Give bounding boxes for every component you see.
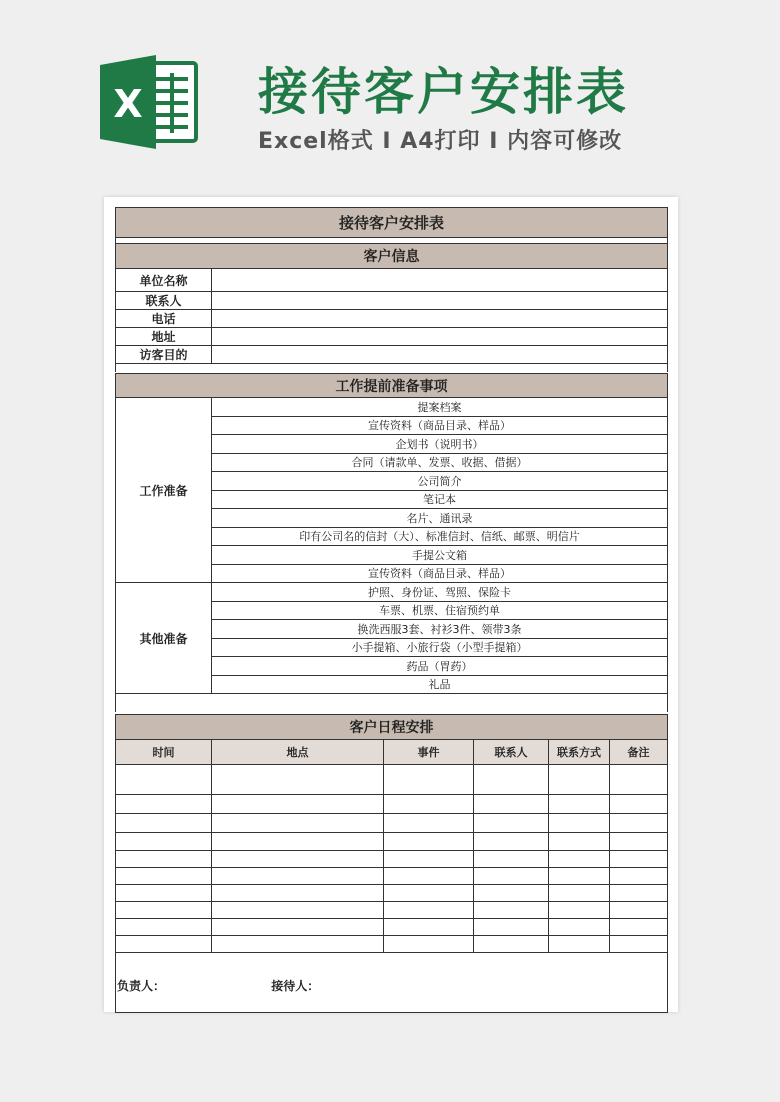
schedule-cell[interactable] <box>212 833 384 851</box>
banner-subtitle: Excel格式 I A4打印 I 内容可修改 <box>258 129 623 154</box>
schedule-cell[interactable] <box>384 902 474 919</box>
schedule-cell[interactable] <box>384 919 474 936</box>
schedule-cell[interactable] <box>549 902 610 919</box>
schedule-cell[interactable] <box>474 765 549 795</box>
banner-title: 接待客户安排表 <box>258 63 629 121</box>
schedule-row <box>116 833 668 851</box>
schedule-cell[interactable] <box>116 814 212 833</box>
schedule-cell[interactable] <box>549 814 610 833</box>
logo-letter: X <box>113 82 143 126</box>
schedule-cell[interactable] <box>610 902 668 919</box>
field-value-cell[interactable] <box>212 310 668 328</box>
work-item[interactable]: 名片、通讯录 <box>212 509 668 528</box>
schedule-cell[interactable] <box>116 851 212 868</box>
schedule-cell[interactable] <box>212 919 384 936</box>
schedule-cell[interactable] <box>116 765 212 795</box>
schedule-cell[interactable] <box>116 833 212 851</box>
schedule-cell[interactable] <box>212 795 384 814</box>
schedule-cell[interactable] <box>610 833 668 851</box>
schedule-cell[interactable] <box>610 795 668 814</box>
field-value-cell[interactable] <box>212 292 668 310</box>
spreadsheet-page <box>104 197 678 1012</box>
schedule-cell[interactable] <box>610 868 668 885</box>
field-label: 联系人 <box>116 292 212 310</box>
work-item[interactable]: 宣传资料（商品目录、样品） <box>212 564 668 583</box>
schedule-cell[interactable] <box>610 814 668 833</box>
schedule-cell[interactable] <box>474 833 549 851</box>
schedule-cell[interactable] <box>116 795 212 814</box>
other-prep-label: 其他准备 <box>116 583 212 694</box>
schedule-table <box>115 714 668 1013</box>
schedule-cell[interactable] <box>474 936 549 953</box>
schedule-row <box>116 814 668 833</box>
schedule-cell[interactable] <box>549 919 610 936</box>
schedule-cell[interactable] <box>116 936 212 953</box>
schedule-row <box>116 936 668 953</box>
schedule-cell[interactable] <box>384 936 474 953</box>
schedule-cell[interactable] <box>212 868 384 885</box>
schedule-section-title: 客户日程安排 <box>116 715 668 740</box>
field-label: 电话 <box>116 310 212 328</box>
schedule-cell[interactable] <box>474 902 549 919</box>
schedule-cell[interactable] <box>549 795 610 814</box>
work-item[interactable]: 手提公文箱 <box>212 546 668 565</box>
schedule-cell[interactable] <box>610 851 668 868</box>
other-item[interactable]: 车票、机票、住宿预约单 <box>212 601 668 620</box>
column-header-contact: 联系人 <box>474 740 549 765</box>
receiver-label: 接待人： <box>271 979 320 993</box>
schedule-row <box>116 919 668 936</box>
preparation-table <box>115 373 668 712</box>
schedule-row <box>116 885 668 902</box>
schedule-row <box>116 851 668 868</box>
schedule-cell[interactable] <box>212 902 384 919</box>
work-item[interactable]: 笔记本 <box>212 490 668 509</box>
schedule-cell[interactable] <box>116 885 212 902</box>
schedule-cell[interactable] <box>384 795 474 814</box>
schedule-cell[interactable] <box>384 885 474 902</box>
schedule-cell[interactable] <box>212 936 384 953</box>
schedule-row <box>116 868 668 885</box>
other-item[interactable]: 药品（胃药） <box>212 657 668 676</box>
schedule-cell[interactable] <box>549 885 610 902</box>
schedule-cell[interactable] <box>610 885 668 902</box>
schedule-cell[interactable] <box>549 833 610 851</box>
signature-footer <box>117 977 319 994</box>
field-label: 地址 <box>116 328 212 346</box>
schedule-cell[interactable] <box>212 814 384 833</box>
other-item[interactable]: 小手提箱、小旅行袋（小型手提箱） <box>212 638 668 657</box>
excel-logo-icon <box>100 55 198 149</box>
column-header-notes: 备注 <box>610 740 668 765</box>
field-label: 访客目的 <box>116 346 212 364</box>
other-item[interactable]: 换洗西服3套、衬衫3件、领带3条 <box>212 620 668 639</box>
schedule-cell[interactable] <box>212 851 384 868</box>
schedule-cell[interactable] <box>384 851 474 868</box>
work-item[interactable]: 公司简介 <box>212 472 668 491</box>
schedule-cell[interactable] <box>474 885 549 902</box>
schedule-cell[interactable] <box>116 919 212 936</box>
schedule-cell[interactable] <box>212 885 384 902</box>
schedule-row <box>116 902 668 919</box>
column-header-time: 时间 <box>116 740 212 765</box>
schedule-cell[interactable] <box>474 814 549 833</box>
manager-label: 负责人： <box>117 979 166 993</box>
customer-section-title: 客户信息 <box>116 244 668 269</box>
schedule-cell[interactable] <box>549 765 610 795</box>
schedule-cell[interactable] <box>549 868 610 885</box>
schedule-cell[interactable] <box>116 868 212 885</box>
customer-info-table <box>115 207 668 372</box>
schedule-cell[interactable] <box>116 902 212 919</box>
schedule-cell[interactable] <box>474 868 549 885</box>
schedule-cell[interactable] <box>610 765 668 795</box>
schedule-cell[interactable] <box>474 851 549 868</box>
other-item[interactable]: 礼品 <box>212 675 668 694</box>
work-item[interactable]: 企划书（说明书） <box>212 435 668 454</box>
other-item[interactable]: 护照、身份证、驾照、保险卡 <box>212 583 668 602</box>
schedule-row <box>116 795 668 814</box>
column-header-location: 地点 <box>212 740 384 765</box>
schedule-cell[interactable] <box>212 765 384 795</box>
field-label: 单位名称 <box>116 269 212 292</box>
work-item[interactable]: 提案档案 <box>212 398 668 417</box>
schedule-cell[interactable] <box>384 833 474 851</box>
column-header-contact-method: 联系方式 <box>549 740 610 765</box>
work-item[interactable]: 合同（请款单、发票、收据、借据） <box>212 453 668 472</box>
work-item[interactable]: 宣传资料（商品目录、样品） <box>212 416 668 435</box>
schedule-cell[interactable] <box>384 868 474 885</box>
schedule-cell[interactable] <box>549 851 610 868</box>
schedule-cell[interactable] <box>474 795 549 814</box>
work-item[interactable]: 印有公司名的信封（大）、标准信封、信纸、邮票、明信片 <box>212 527 668 546</box>
schedule-row <box>116 765 668 795</box>
schedule-cell[interactable] <box>474 919 549 936</box>
column-header-event: 事件 <box>384 740 474 765</box>
schedule-cell[interactable] <box>610 919 668 936</box>
schedule-cell[interactable] <box>384 814 474 833</box>
sheet-title: 接待客户安排表 <box>116 208 668 238</box>
schedule-cell[interactable] <box>549 936 610 953</box>
prep-section-title: 工作提前准备事项 <box>116 374 668 398</box>
schedule-cell[interactable] <box>610 936 668 953</box>
field-value-cell[interactable] <box>212 328 668 346</box>
schedule-cell[interactable] <box>384 765 474 795</box>
field-value-cell[interactable] <box>212 269 668 292</box>
field-value-cell[interactable] <box>212 346 668 364</box>
work-prep-label: 工作准备 <box>116 398 212 583</box>
